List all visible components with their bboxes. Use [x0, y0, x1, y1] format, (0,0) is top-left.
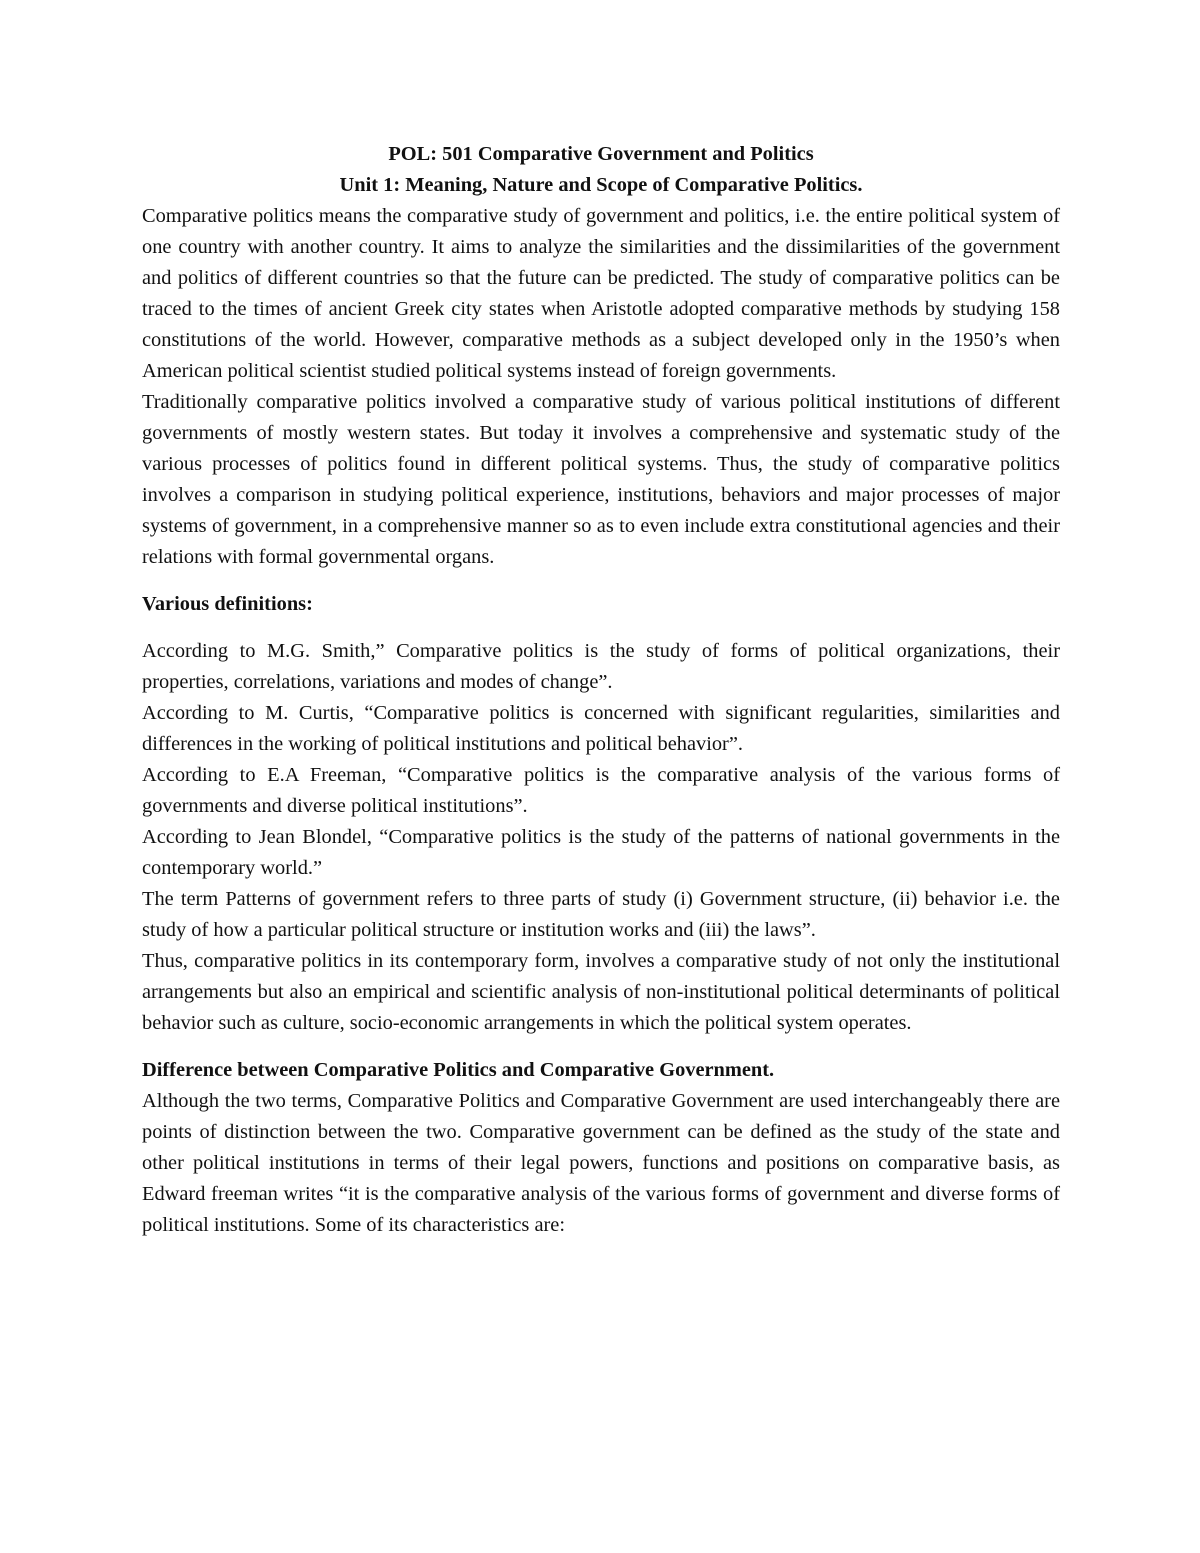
intro-paragraph: Comparative politics means the comparative study of government and politics, i.e. the entire political system of one country with another country. It aims to analyze the similarities and the dissimilarities of the government and politics of different countries so that the future can be predicted. The study of comparative politics can be traced to the times of ancient Greek city states when Aristotle adopted comparative methods by studying 158 constitutions of the world. However, comparative methods as a subject developed only in the 1950’s when American political scientist studied political systems instead of foreign governments.	[142, 205, 1060, 382]
section-spacer	[142, 620, 1060, 636]
section-spacer	[142, 1039, 1060, 1055]
document-page	[142, 139, 1060, 1241]
difference-paragraph: Although the two terms, Comparative Politics and Comparative Government are used interchangeably there are points of distinction between the two. Comparative government can be defined as the study of the state and other political institutions in terms of their legal powers, functions and positions on comparative basis, as Edward freeman writes “it is the comparative analysis of the various forms of government and diverse forms of political institutions. Some of its characteristics are:	[142, 1090, 1060, 1236]
section-spacer	[142, 573, 1060, 589]
definition-paragraph: Thus, comparative politics in its contemporary form, involves a comparative study of not only the institutional arrangements but also an empirical and scientific analysis of non-institutional political determinants of political behavior such as culture, socio-economic arrangements in which the political system operates.	[142, 950, 1060, 1034]
definition-paragraph: The term Patterns of government refers to three parts of study (i) Government structure, (ii) behavior i.e. the study of how a particular political structure or institution works and (iii) the laws”.	[142, 888, 1060, 941]
course-title: POL: 501 Comparative Government and Politics	[388, 143, 814, 165]
definitions-heading: Various definitions:	[142, 593, 313, 615]
definition-paragraph: According to M. Curtis, “Comparative politics is concerned with significant regularities, similarities and differences in the working of political institutions and political behavior”.	[142, 702, 1060, 755]
definition-paragraph: According to M.G. Smith,” Comparative politics is the study of forms of political organizations, their properties, correlations, variations and modes of change”.	[142, 640, 1060, 693]
intro-paragraph: Traditionally comparative politics involved a comparative study of various political institutions of different governments of mostly western states. But today it involves a comprehensive and systematic study of the various processes of politics found in different political systems. Thus, the study of comparative politics involves a comparison in studying political experience, institutions, behaviors and major processes of major systems of government, in a comprehensive manner so as to even include extra constitutional agencies and their relations with formal governmental organs.	[142, 391, 1060, 568]
difference-heading: Difference between Comparative Politics and Comparative Government.	[142, 1059, 775, 1081]
definition-paragraph: According to E.A Freeman, “Comparative politics is the comparative analysis of the various forms of governments and diverse political institutions”.	[142, 764, 1060, 817]
definition-paragraph: According to Jean Blondel, “Comparative politics is the study of the patterns of national governments in the contemporary world.”	[142, 826, 1060, 879]
unit-title: Unit 1: Meaning, Nature and Scope of Comparative Politics.	[339, 174, 863, 196]
